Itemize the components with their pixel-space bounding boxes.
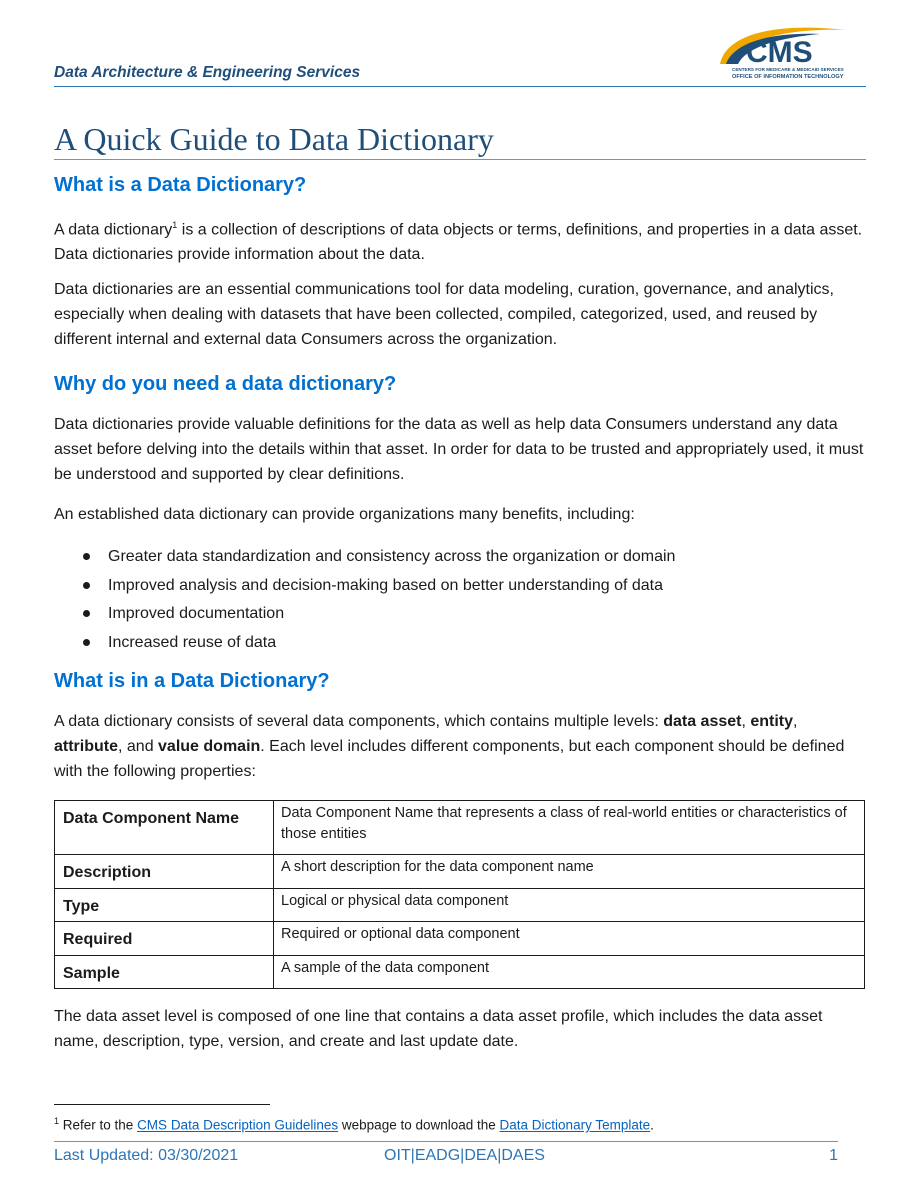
table-row [55, 855, 865, 889]
header-subtitle: Data Architecture & Engineering Services [54, 64, 361, 81]
table-row [55, 889, 865, 922]
paragraph-communications: Data dictionaries are an essential communications tool for data modeling, curation, governance, and analytics, especially when dealing with datasets that have been collected, compiled, categorized, used, and reused by different internal and external data Consumers across the organization. [54, 281, 834, 348]
paragraph-definition: A data dictionary$^1$ is a collection of descriptions of data objects or terms, definitions, and properties in a data asset. Data dictionaries provide information about the data. [54, 220, 863, 264]
bullet-icon [83, 639, 90, 646]
paragraph-valuable-definitions: Data dictionaries provide valuable definitions for the data as well as help data Consumers understand any data asset before delving into the details within that asset. In order for data to be trusted and appropriately used, it must be understood and supported by clear definitions. [54, 416, 864, 483]
table-row [55, 922, 865, 956]
properties-table [54, 800, 865, 989]
table-key-cell: Type [55, 889, 274, 922]
section-heading-what: What is a Data Dictionary? [54, 174, 307, 196]
cms-data-description-guidelines-link[interactable]: CMS Data Description Guidelines [137, 1117, 339, 1133]
page-number: 1 [829, 1147, 838, 1164]
table-value-cell: Required or optional data component [274, 922, 865, 956]
footnote-ref[interactable]: 1 [172, 220, 178, 230]
paragraph-benefits-intro: An established data dictionary can provide organizations many benefits, including: [54, 506, 635, 523]
table-value-cell: Logical or physical data component [274, 889, 865, 922]
benefits-list [54, 543, 866, 657]
table-row [55, 956, 865, 989]
table-value-cell: Data Component Name that represents a class of real-world entities or characteristics of those entities [274, 801, 865, 855]
paragraph-data-asset-level: The data asset level is composed of one line that contains a data asset profile, which includes the data asset name, description, type, version, and create and last update date. [54, 1008, 823, 1050]
bullet-icon [83, 610, 90, 617]
footnote-divider [54, 1104, 270, 1105]
data-dictionary-template-link[interactable]: Data Dictionary Template [499, 1117, 651, 1133]
paragraph-components: A data dictionary consists of several data components, which contains multiple levels: data asset, entity, attribute, and value domain. Each level includes different components, but each component should be defined with the following properties: [54, 713, 845, 780]
last-updated: Last Updated: 03/30/2021 [54, 1147, 239, 1164]
table-value-cell: A sample of the data component [274, 956, 865, 989]
cms-logo [716, 20, 866, 80]
table-key-cell: Description [55, 855, 274, 889]
table-value-cell: A short description for the data component name [274, 855, 865, 889]
list-item: Greater data standardization and consistency across the organization or domain [54, 543, 866, 572]
bullet-icon [83, 582, 90, 589]
table-key-cell: Sample [55, 956, 274, 989]
page-header [54, 20, 866, 87]
table-key-cell: Required [55, 922, 274, 956]
section-heading-why: Why do you need a data dictionary? [54, 373, 397, 395]
footer-org: OIT|EADG|DEA|DAES [384, 1147, 545, 1164]
cms-logo-name: CMS [746, 36, 813, 69]
cms-logo-line2: OFFICE OF INFORMATION TECHNOLOGY [732, 74, 844, 80]
footnote: $^1$ Refer to the CMS Data Description Guidelines webpage to download the Data Dictionary Template. [54, 1116, 654, 1133]
list-item: Improved documentation [54, 600, 866, 629]
bullet-icon [83, 553, 90, 560]
list-item: Improved analysis and decision-making based on better understanding of data [54, 572, 866, 601]
cms-logo-line1: CENTERS FOR MEDICARE & MEDICAID SERVICES [732, 67, 844, 72]
table-row [55, 801, 865, 855]
table-key-cell: Data Component Name [55, 801, 274, 855]
list-item: Increased reuse of data [54, 629, 866, 658]
page-footer [54, 1141, 838, 1172]
document-title: A Quick Guide to Data Dictionary [54, 120, 866, 160]
section-heading-contents: What is in a Data Dictionary? [54, 670, 330, 692]
